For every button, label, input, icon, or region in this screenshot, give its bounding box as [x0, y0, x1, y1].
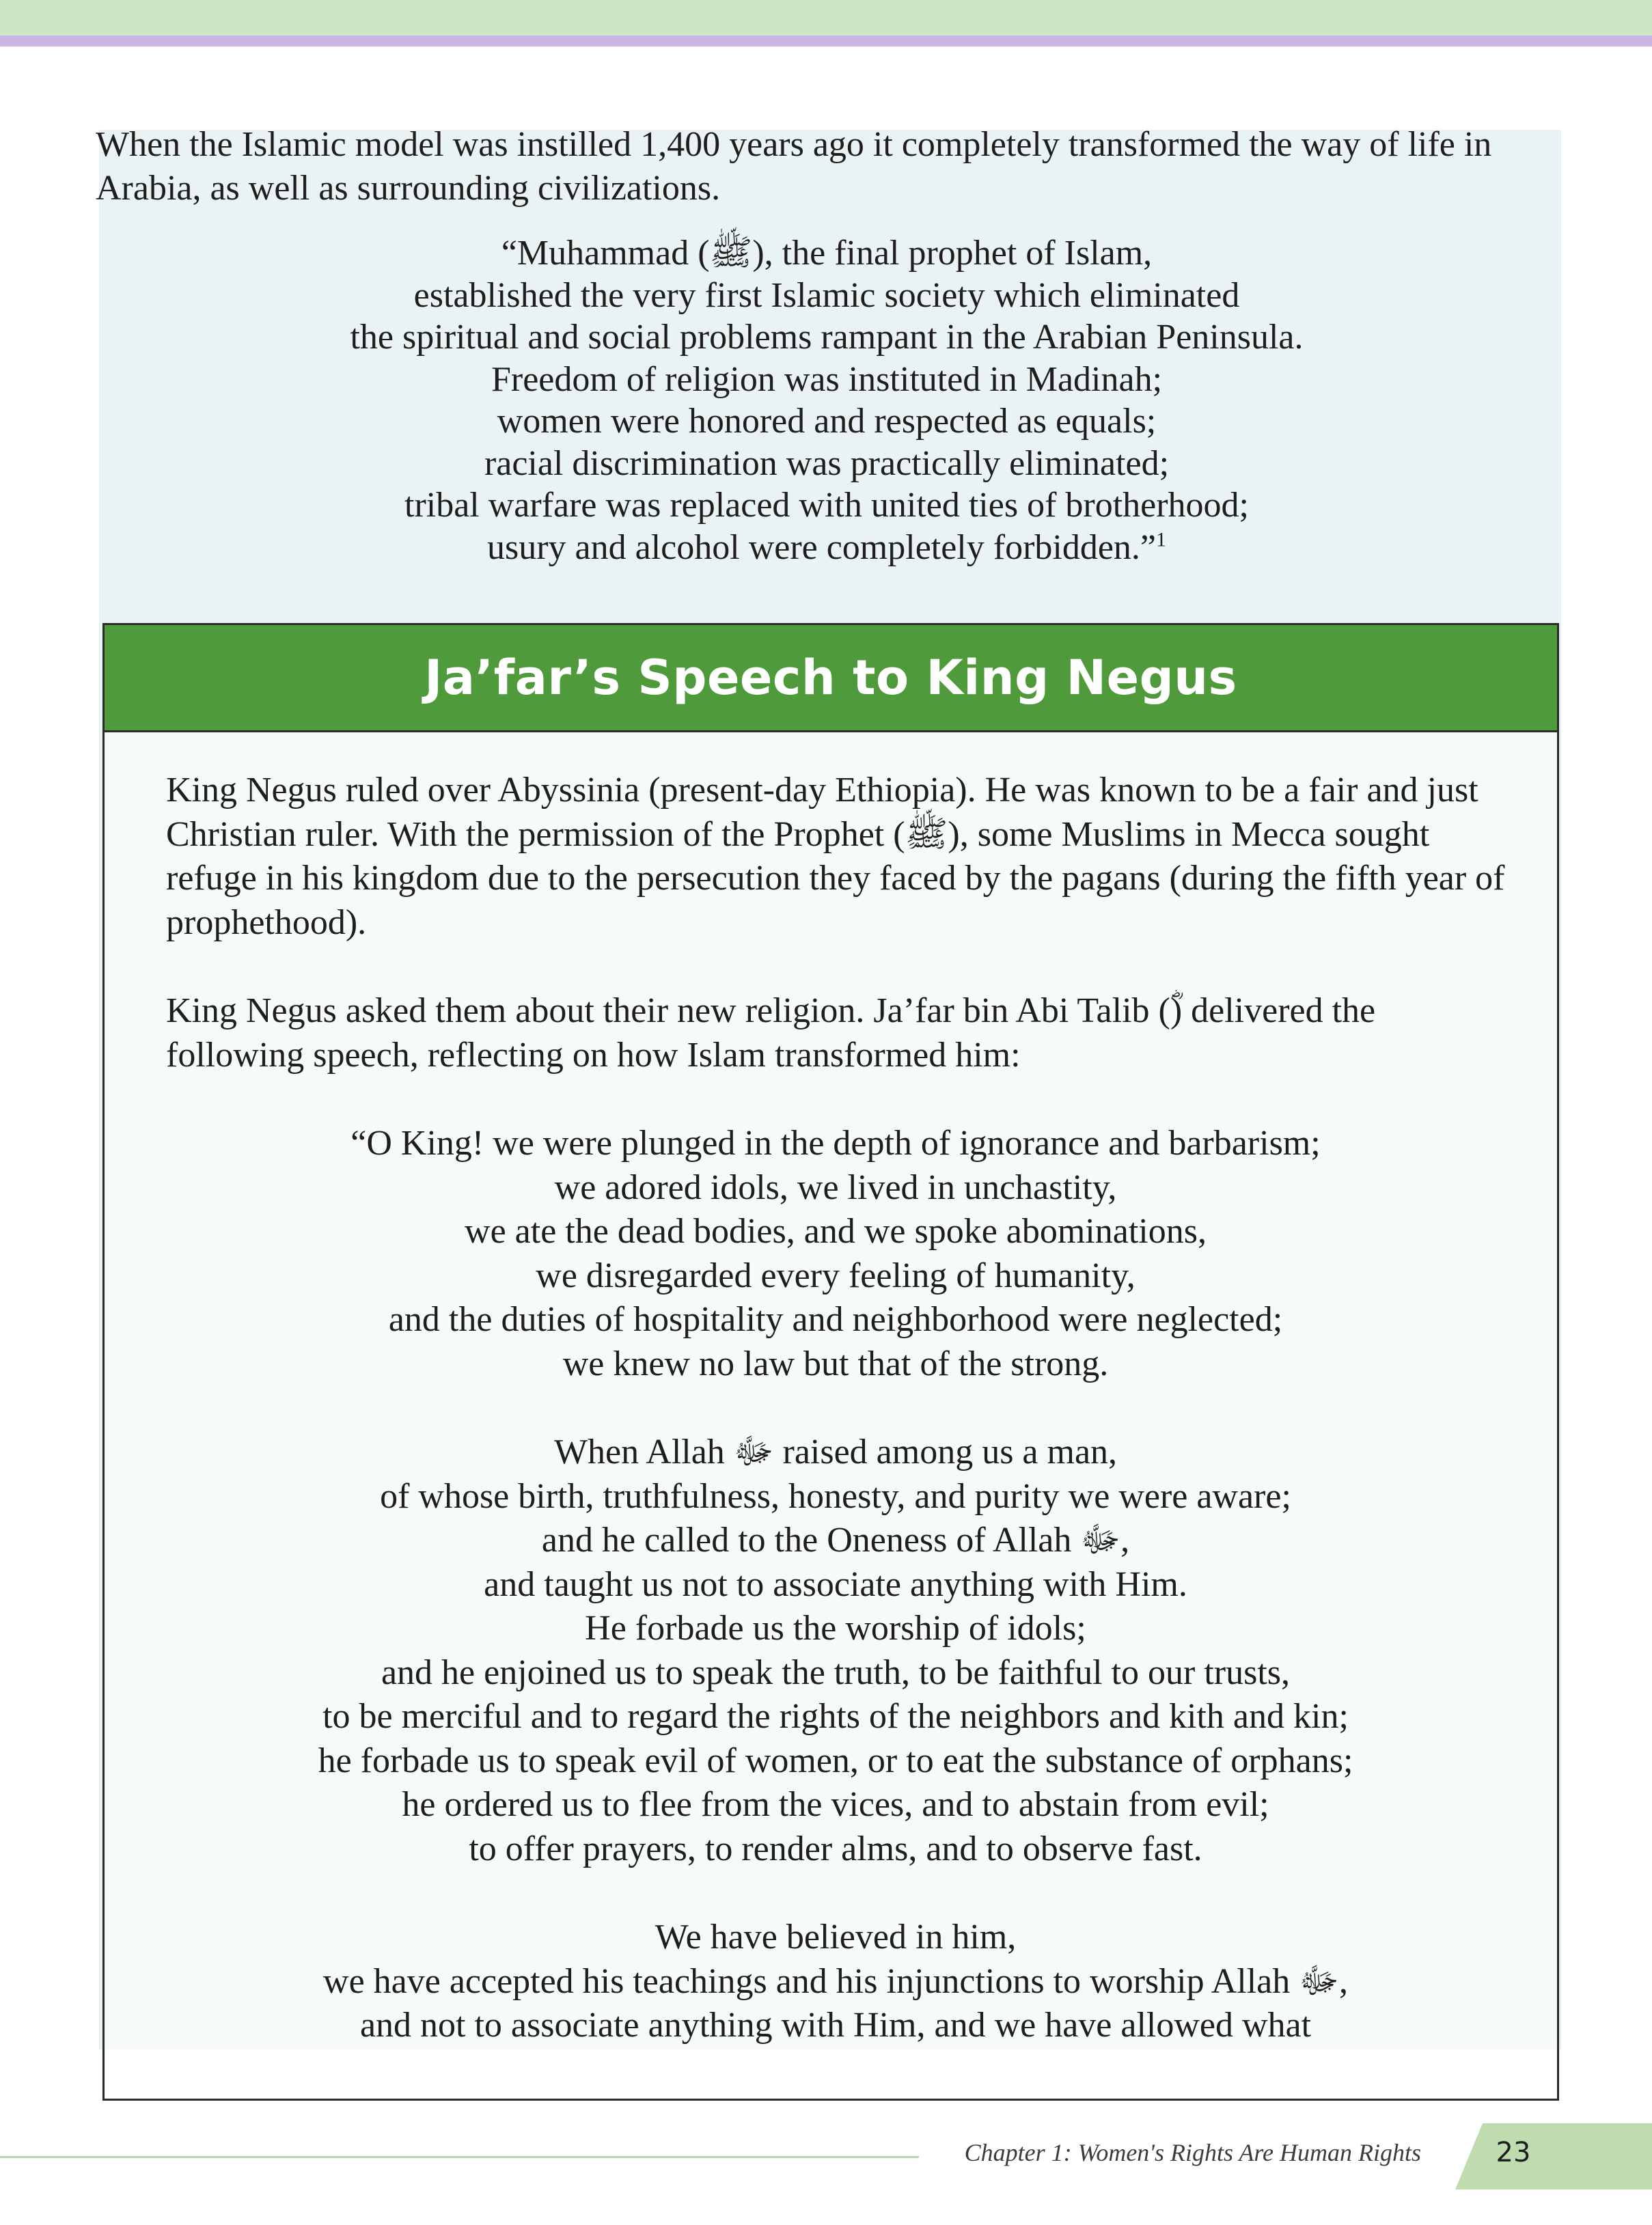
quote-line: Freedom of religion was instituted in Madinah; — [491, 359, 1163, 399]
speech-line: of whose birth, truthfulness, honesty, and purity we were aware; — [380, 1476, 1291, 1516]
speech-stanza — [166, 1122, 1505, 1386]
footnote-marker: 1 — [1156, 528, 1166, 551]
quote-last-line — [96, 527, 1558, 569]
speech-line: we ate the dead bodies, and we spoke abominations, — [465, 1212, 1207, 1251]
speech-line: we have accepted his teachings and his injunctions to worship Allah ﷻ, — [323, 1961, 1348, 2001]
speech-stanza — [166, 1916, 1505, 2048]
speech-line: “O King! we were plunged in the depth of ignorance and barbarism; — [350, 1124, 1321, 1163]
footer-chapter-title: Chapter 1: Women's Rights Are Human Rights — [964, 2139, 1421, 2166]
speech-line: We have believed in him, — [655, 1918, 1017, 1957]
speech-box — [102, 623, 1559, 2101]
quote-line: women were honored and respected as equals; — [497, 402, 1157, 441]
intro-text: When the Islamic model was instilled 1,400 years ago it completely transformed the way of life in Arabia, as well as surrounding civilizations. — [96, 125, 1492, 208]
muhammad-quote — [96, 232, 1558, 568]
speech-line: he ordered us to flee from the vices, and to abstain from evil; — [402, 1785, 1269, 1824]
speech-stanza — [166, 1431, 1505, 1871]
quote-line: “Muhammad (ﷺ), the final prophet of Islam, — [501, 234, 1153, 273]
speech-line: He forbade us the worship of idols; — [585, 1609, 1086, 1648]
speech-box-header — [105, 625, 1557, 732]
top-decorative-rule — [0, 36, 1652, 46]
speech-line: and he called to the Oneness of Allah ﷻ, — [541, 1521, 1130, 1560]
quote-line: usury and alcohol were completely forbidden.” — [487, 527, 1156, 567]
speech-line: When Allah ﷻ raised among us a man, — [553, 1433, 1118, 1471]
quote-line: tribal warfare was replaced with united ties of brotherhood; — [404, 486, 1249, 525]
intro-paragraph — [96, 123, 1558, 210]
speech-line: and not to associate anything with Him, and we have allowed what — [359, 2006, 1312, 2045]
quote-line: racial discrimination was practically eliminated; — [484, 443, 1170, 483]
speech-line: and he enjoined us to speak the truth, to be faithful to our trusts, — [381, 1653, 1291, 1692]
negus-intro-paragraph: King Negus ruled over Abyssinia (present-day Ethiopia). He was known to be a fair and just Christian ruler. With the permission of the Prophet (ﷺ), some Muslims in Mecca sought refuge in his kingdom due to the persecution they faced by the pagans (during the fifth year of prophethood). — [166, 771, 1505, 942]
quote-line: established the very first Islamic society which eliminated — [413, 275, 1240, 315]
speech-box-body — [166, 769, 1505, 2048]
quote-line: the spiritual and social problems rampant in the Arabian Peninsula. — [350, 318, 1304, 357]
speech-line: we disregarded every feeling of humanity, — [536, 1256, 1135, 1295]
footer-rule — [0, 2156, 919, 2158]
speech-box-title: Ja’far’s Speech to King Negus — [424, 650, 1237, 706]
speech-line: we knew no law but that of the strong. — [562, 1344, 1109, 1383]
page-number: 23 — [1496, 2137, 1531, 2168]
speech-line: and taught us not to associate anything with Him. — [484, 1564, 1187, 1604]
top-decorative-band — [0, 0, 1652, 36]
speech-line: to offer prayers, to render alms, and to observe fast. — [469, 1829, 1202, 1868]
speech-line: to be merciful and to regard the rights of the neighbors and kith and kin; — [322, 1697, 1349, 1736]
speech-line: he forbade us to speak evil of women, or to eat the substance of orphans; — [318, 1741, 1353, 1780]
jafar-speech — [166, 1122, 1505, 2048]
speech-line: we adored idols, we lived in unchastity, — [554, 1167, 1117, 1207]
speech-line: and the duties of hospitality and neighborhood were neglected; — [388, 1300, 1283, 1339]
speech-intro-paragraph: King Negus asked them about their new religion. Ja’far bin Abi Talib (ؓ) delivered the following speech, reflecting on how Islam transformed him: — [166, 991, 1376, 1075]
